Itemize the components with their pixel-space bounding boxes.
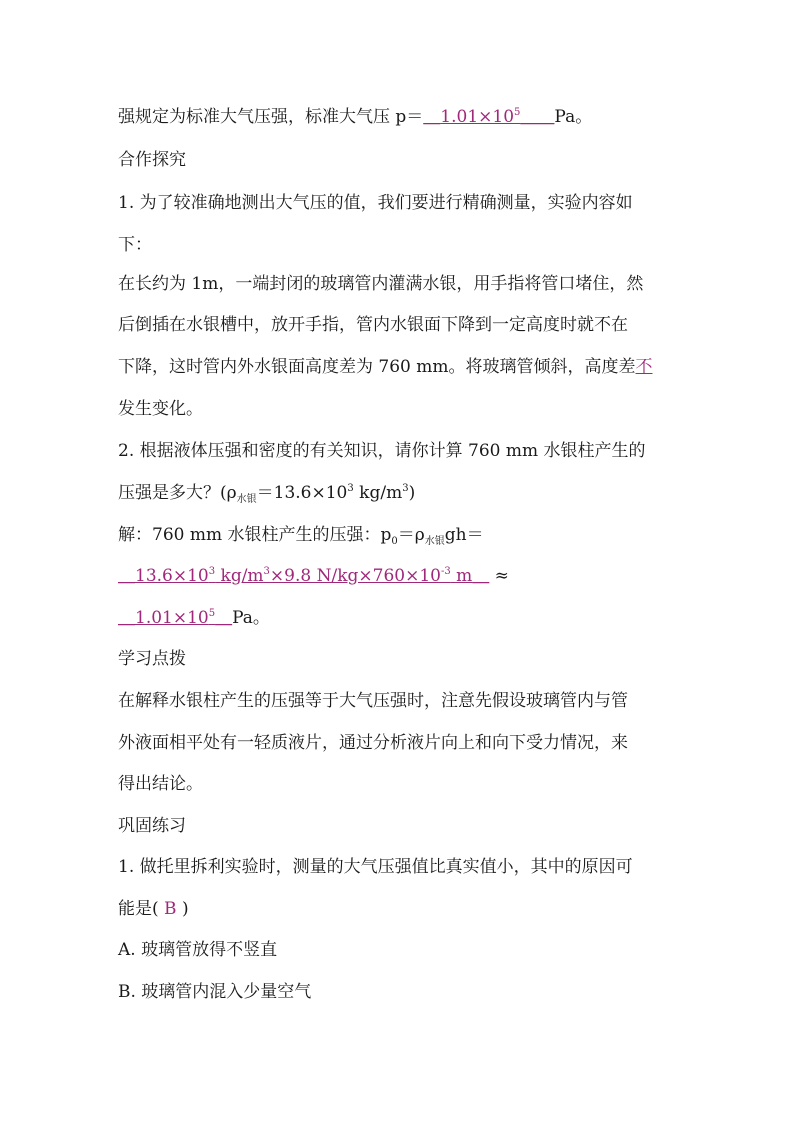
q1-line-5: 下降，这时管内外水银面高度差为 760 mm。将玻璃管倾斜，高度差不 [118,357,653,377]
answer-blank: $\_1.01\times 10^5\_$ [118,608,233,628]
answer-blank: 不 [635,357,653,377]
section-heading-cooperate: 合作探究 [118,150,186,170]
section-heading-tips: 学习点拨 [118,649,186,669]
q2-line-2: 压强是多大？($\rho_{水银}=13.6\times 10^3$ $kg/m^3$) [118,483,416,505]
q1-line-4: 后倒插在水银槽中，放开手指，管内水银面下降到一定高度时就不在 [118,315,628,335]
q1-line-1: 1. 为了较准确地测出大气压的值，我们要进行精确测量，实验内容如 [118,193,633,213]
q1-line-2: 下： [118,235,152,255]
q1-line-3: 在长约为 1m，一端封闭的玻璃管内灌满水银，用手指将管口堵住，然 [118,274,644,294]
tips-line-2: 外液面相平处有一轻质液片，通过分析液片向上和向下受力情况，来 [118,733,628,753]
intro-line [118,105,592,129]
section-heading-practice: 巩固练习 [118,816,186,836]
unit-text: Pa。 [554,107,593,127]
answer-choice: B [164,899,177,919]
intro-text: 强规定为标准大气压强，标准大气压 p＝ [118,107,424,127]
q2-line-1: 2. 根据液体压强和密度的有关知识，请你计算 760 mm 水银柱产生的 [118,441,646,461]
option-b: B. 玻璃管内混入少量空气 [118,982,312,1002]
answer-blank: $\_1.01\times 10^5\_\_$ [423,107,555,127]
q1-line-6: 发生变化。 [118,399,203,419]
tips-line-3: 得出结论。 [118,774,203,794]
p1-line-1: 1. 做托里拆利实验时，测量的大气压强值比真实值小，其中的原因可 [118,857,633,877]
tips-line-1: 在解释水银柱产生的压强等于大气压强时，注意先假设玻璃管内与管 [118,691,628,711]
q2-solution: 解：760 mm 水银柱产生的压强：$p_0=\rho_{水银}gh=$ [118,525,484,547]
option-a: A. 玻璃管放得不竖直 [118,940,278,960]
approx-sign: ≈ [494,566,509,586]
q2-result: $\_1.01\times 10^5\_Pa$。 [118,608,270,628]
p1-line-2: 能是( B ) [118,899,189,919]
q2-calc [118,564,509,588]
answer-blank: $\_13.6\times 10^3$ $kg/m^3\times 9.8$ $N/kg\times 760\times 10^{-3}$ m＿ [118,566,490,586]
